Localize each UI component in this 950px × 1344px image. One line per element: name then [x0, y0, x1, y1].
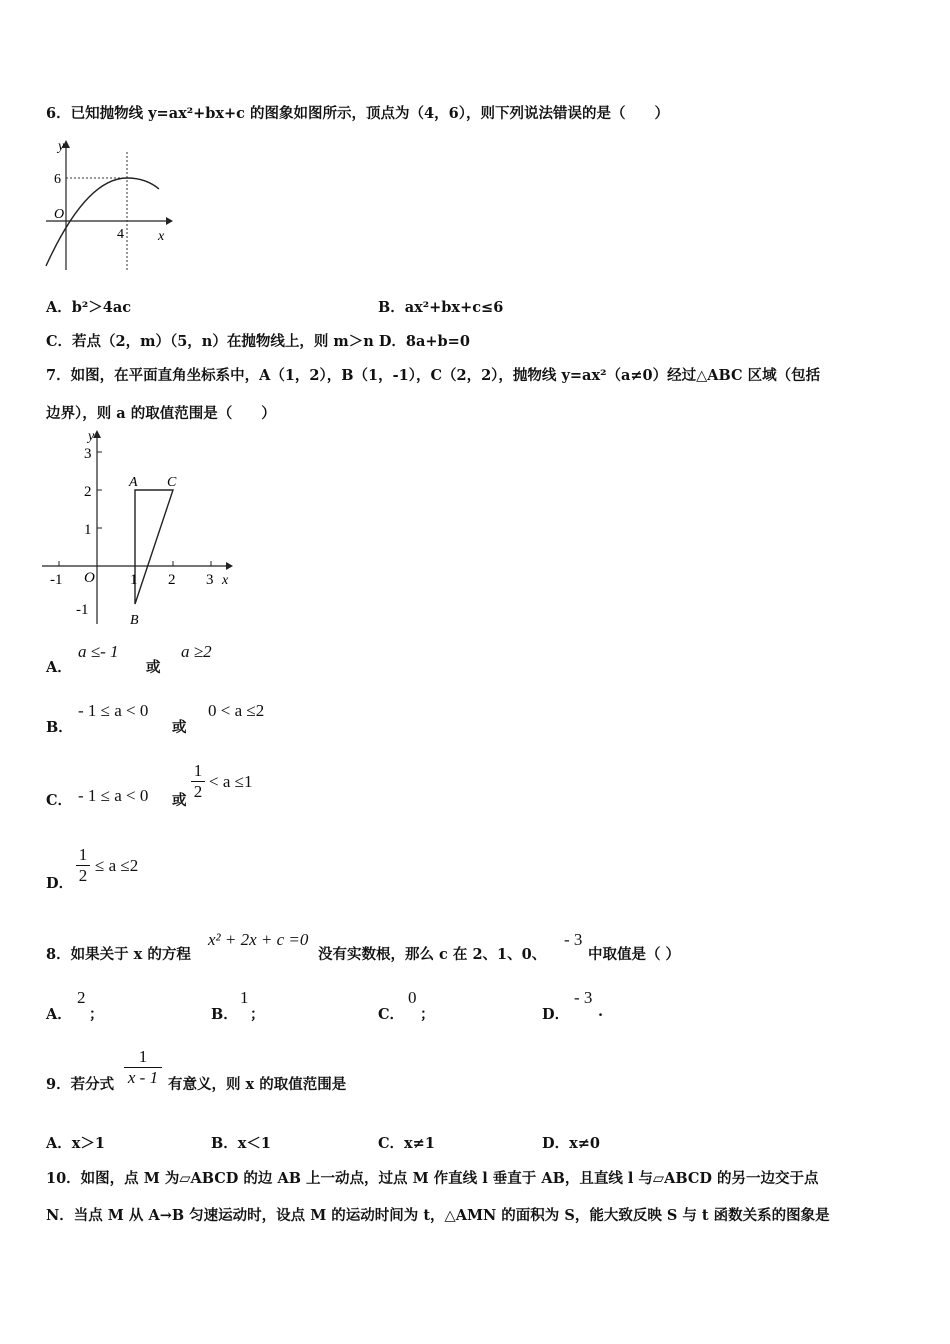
q7-option-a-or: 或	[146, 659, 161, 676]
q7-option-a-label: A．	[46, 659, 72, 676]
q7-option-b-right: 0 < a ≤2	[208, 701, 265, 720]
q8-option-c-value: 0	[408, 988, 417, 1007]
q8-prefix: 8．如果关于 x 的方程	[46, 946, 191, 963]
q7-stem-line-2: 边界），则 a 的取值范围是（ ）	[46, 405, 276, 422]
q7-point-a-label: A	[129, 475, 138, 490]
q7-y-label: y	[88, 429, 95, 444]
q7-x-tick-label-3: 3	[206, 572, 214, 588]
q7-x-tick-label-2: 2	[168, 572, 176, 588]
q7-option-d-frac-num: 1	[78, 845, 88, 864]
q7-graph	[40, 428, 240, 628]
q7-option-b-left: - 1 ≤ a < 0	[78, 701, 149, 720]
q7-point-c-label: C	[167, 475, 177, 490]
q7-origin-label: O	[84, 570, 95, 586]
q7-option-d-frac-den: 2	[78, 866, 88, 885]
q9-prefix: 9．若分式	[46, 1076, 115, 1093]
q6-option-b: B．ax²+bx+c≤6	[378, 299, 504, 316]
q9-option-b: B．x＜1	[211, 1135, 271, 1152]
q8-option-d-value: - 3	[574, 988, 593, 1007]
q7-option-c-left: - 1 ≤ a < 0	[78, 786, 149, 805]
q8-option-d-end: .	[598, 1003, 604, 1020]
q7-x-label: x	[222, 573, 229, 588]
q7-option-a-left: a ≤- 1	[78, 642, 119, 661]
q7-y-tick-label-neg1: -1	[76, 602, 89, 618]
q7-y-tick-label-1: 1	[84, 522, 92, 538]
q7-option-c-right: < a ≤1	[209, 772, 253, 791]
q8-middle: 没有实数根，那么 c 在 2、1、0、	[318, 946, 547, 963]
q9-option-c: C．x≠1	[378, 1135, 435, 1152]
q8-option-b-value: 1	[240, 988, 249, 1007]
q7-y-tick-label-2: 2	[84, 484, 92, 500]
q8-option-c-end: ；	[420, 1006, 435, 1023]
q8-option-d-label: D．	[542, 1006, 570, 1023]
q9-frac-num: 1	[138, 1047, 148, 1066]
q7-point-b-label: B	[130, 613, 139, 628]
q6-stem: 6．已知抛物线 y=ax²+bx+c 的图象如图所示，顶点为（4，6），则下列说法错误的是（ ）	[46, 105, 669, 122]
q7-option-d-fraction	[76, 845, 90, 886]
q10-line-2: N．当点 M 从 A→B 匀速运动时，设点 M 的运动时间为 t，△AMN 的面积为 S，能大致反映 S 与 t 函数关系的图象是	[46, 1207, 830, 1224]
q8-equation: x² + 2x + c =0	[208, 930, 309, 949]
q7-option-b-label: B．	[46, 719, 73, 736]
q6-tick-4: 4	[117, 227, 124, 242]
q9-option-a: A．x＞1	[46, 1135, 105, 1152]
q7-option-c-fraction	[191, 761, 205, 802]
q9-suffix: 有意义，则 x 的取值范围是	[168, 1076, 347, 1093]
q7-option-d-label: D．	[46, 875, 74, 892]
q8-option-c-label: C．	[378, 1006, 405, 1023]
q6-parabola	[46, 178, 159, 266]
q7-x-arrow	[226, 562, 233, 570]
q7-y-tick-label-3: 3	[84, 446, 92, 462]
q7-option-b-or: 或	[172, 719, 187, 736]
q8-option-b-end: ；	[250, 1006, 265, 1023]
q6-origin-label: O	[54, 207, 65, 222]
q6-option-a: A．b²＞4ac	[46, 299, 132, 316]
q8-option-a-end: ；	[89, 1006, 104, 1023]
q7-stem-line-1: 7．如图，在平面直角坐标系中，A（1，2），B（1，-1），C（2，2），抛物线 y=ax²（a≠0）经过△ABC 区域（包括	[46, 367, 821, 384]
q7-option-c-or: 或	[172, 792, 187, 809]
q9-frac-den: x - 1	[127, 1068, 159, 1087]
q6-graph	[42, 138, 172, 273]
q6-tick-6: 6	[54, 172, 61, 187]
q9-fraction	[124, 1047, 162, 1088]
q10-line-1: 10．如图，点 M 为▱ABCD 的边 AB 上一动点，过点 M 作直线 l 垂直于 AB，且直线 l 与▱ABCD 的另一边交于点	[46, 1170, 819, 1187]
q6-y-label: y	[58, 139, 65, 154]
q8-last-value: - 3	[564, 930, 583, 949]
q6-x-arrow	[166, 217, 173, 225]
q7-option-a-right: a ≥2	[181, 642, 212, 661]
q6-option-cd: C．若点（2，m）（5，n）在抛物线上，则 m＞n D．8a+b=0	[46, 333, 470, 350]
q8-option-a-label: A．	[46, 1006, 72, 1023]
q7-option-c-label: C．	[46, 792, 73, 809]
q7-option-d-right: ≤ a ≤2	[95, 856, 139, 875]
q7-option-c-frac-den: 2	[193, 782, 203, 801]
q9-option-d: D．x≠0	[542, 1135, 600, 1152]
q7-x-tick-label-1: 1	[130, 572, 138, 588]
q6-x-label: x	[158, 229, 165, 244]
q7-option-c-frac-num: 1	[193, 761, 203, 780]
q8-suffix: 中取值是（ ）	[588, 946, 681, 963]
q8-option-b-label: B．	[211, 1006, 238, 1023]
q7-x-tick-label-neg1: -1	[50, 572, 63, 588]
q8-option-a-value: 2	[77, 988, 86, 1007]
